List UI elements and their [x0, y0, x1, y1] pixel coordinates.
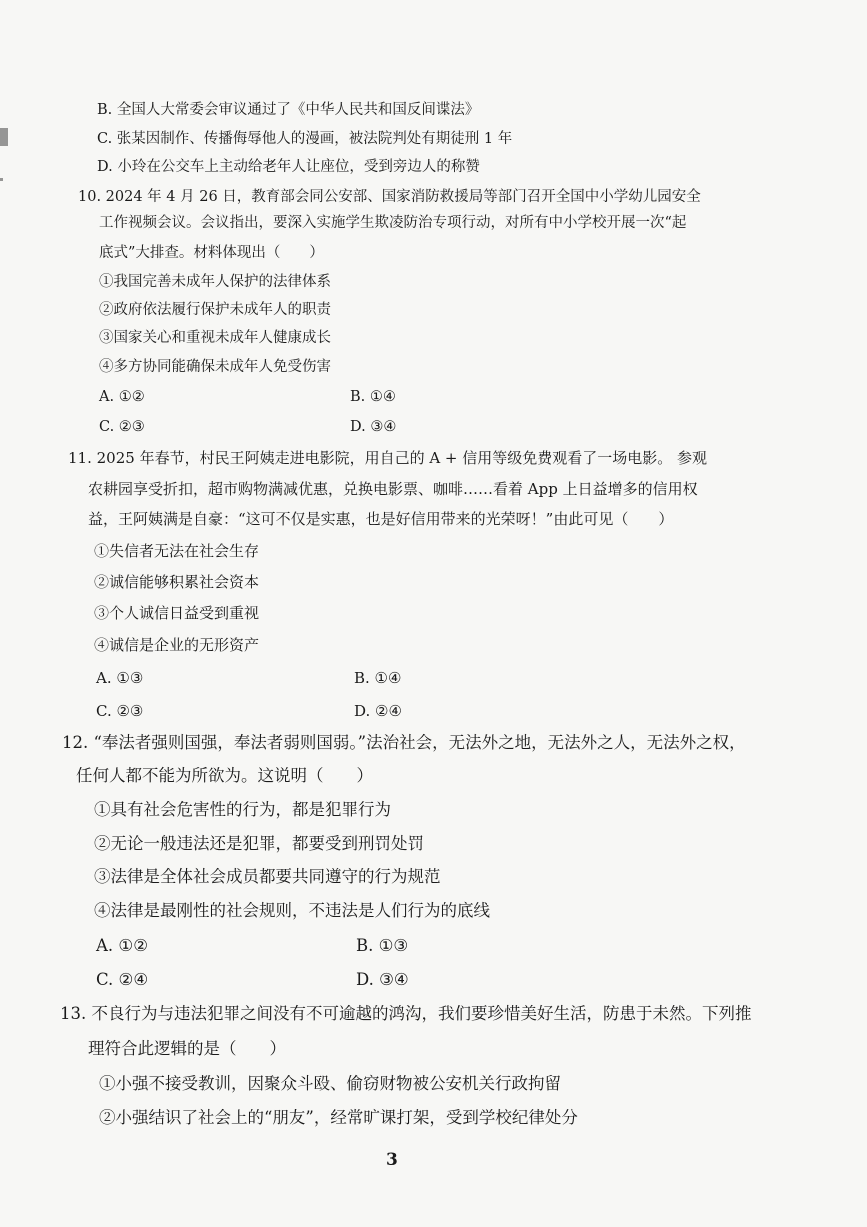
q12-choice-d: D. ③④	[356, 970, 409, 989]
q11-choice-a: A. ①③	[96, 669, 144, 687]
q10-item-3: ③国家关心和重视未成年人健康成长	[99, 330, 331, 346]
q11-stem-line-1: 11. 2025 年春节，村民王阿姨走进电影院，用自己的 A + 信用等级免费观看了一场电影。 参观	[68, 449, 708, 467]
q11-choice-d: D. ②④	[354, 702, 402, 720]
q11-choice-b: B. ①④	[354, 669, 402, 687]
q12-item-2: ②无论一般违法还是犯罪，都要受到刑罚处罚	[94, 834, 424, 853]
q12-choice-b: B. ①③	[356, 936, 409, 955]
q10-stem-line-2: 工作视频会议。会议指出，要深入实施学生欺凌防治专项行动，对所有中小学校开展一次“起	[99, 215, 687, 231]
q11-choice-c: C. ②③	[96, 702, 144, 720]
q13-stem-line-1: 13. 不良行为与违法犯罪之间没有不可逾越的鸿沟，我们要珍惜美好生活，防患于未然。下列推	[60, 1004, 752, 1023]
q10-choice-a: A. ①②	[99, 389, 145, 405]
q10-stem-line-3: 底式”大排查。材料体现出（ ）	[99, 245, 324, 261]
scan-edge-mark	[0, 128, 8, 146]
q11-item-1: ①失信者无法在社会生存	[94, 542, 260, 560]
q12-item-1: ①具有社会危害性的行为，都是犯罪行为	[94, 800, 391, 819]
page-number: 3	[386, 1150, 398, 1170]
q12-item-4: ④法律是最刚性的社会规则，不违法是人们行为的底线	[94, 901, 490, 920]
q10-item-4: ④多方协同能确保未成年人免受伤害	[99, 359, 331, 375]
q11-item-4: ④诚信是企业的无形资产	[94, 636, 260, 654]
q10-choice-b: B. ①④	[350, 389, 396, 405]
q11-item-2: ②诚信能够积累社会资本	[94, 573, 260, 591]
q12-choice-c: C. ②④	[96, 970, 149, 989]
q12-stem-line-2: 任何人都不能为所欲为。这说明（ ）	[76, 766, 373, 785]
q10-choice-d: D. ③④	[350, 419, 397, 435]
q10-choice-c: C. ②③	[99, 419, 145, 435]
q13-item-2: ②小强结识了社会上的“朋友”，经常旷课打架，受到学校纪律处分	[99, 1108, 578, 1127]
q10-item-1: ①我国完善未成年人保护的法律体系	[99, 274, 331, 290]
q13-stem-line-2: 理符合此逻辑的是（ ）	[88, 1039, 286, 1058]
prev-option-b: B. 全国人大常委会审议通过了《中华人民共和国反间谍法》	[97, 102, 480, 118]
prev-option-d: D. 小玲在公交车上主动给老年人让座位，受到旁边人的称赞	[97, 159, 480, 175]
q10-item-2: ②政府依法履行保护未成年人的职责	[99, 302, 331, 318]
prev-option-c: C. 张某因制作、传播侮辱他人的漫画，被法院判处有期徒刑 1 年	[97, 131, 513, 147]
q12-item-3: ③法律是全体社会成员都要共同遵守的行为规范	[94, 867, 441, 886]
q12-choice-a: A. ①②	[96, 936, 148, 955]
q13-item-1: ①小强不接受教训，因聚众斗殴、偷窃财物被公安机关行政拘留	[99, 1074, 561, 1093]
q11-stem-line-3: 益，王阿姨满是自豪：“这可不仅是实惠，也是好信用带来的光荣呀！”由此可见（ ）	[88, 510, 674, 528]
q11-item-3: ③个人诚信日益受到重视	[94, 604, 260, 622]
q11-stem-line-2: 农耕园享受折扣，超市购物满减优惠，兑换电影票、咖啡……看着 App 上日益增多的信用权	[88, 480, 698, 498]
q12-stem-line-1: 12. “奉法者强则国强，奉法者弱则国弱。”法治社会，无法外之地，无法外之人，无法外之权，	[62, 733, 746, 752]
q10-stem-line-1: 10. 2024 年 4 月 26 日，教育部会同公安部、国家消防救援局等部门召开全国中小学幼儿园安全	[78, 189, 701, 205]
scan-edge-dot	[0, 178, 3, 181]
